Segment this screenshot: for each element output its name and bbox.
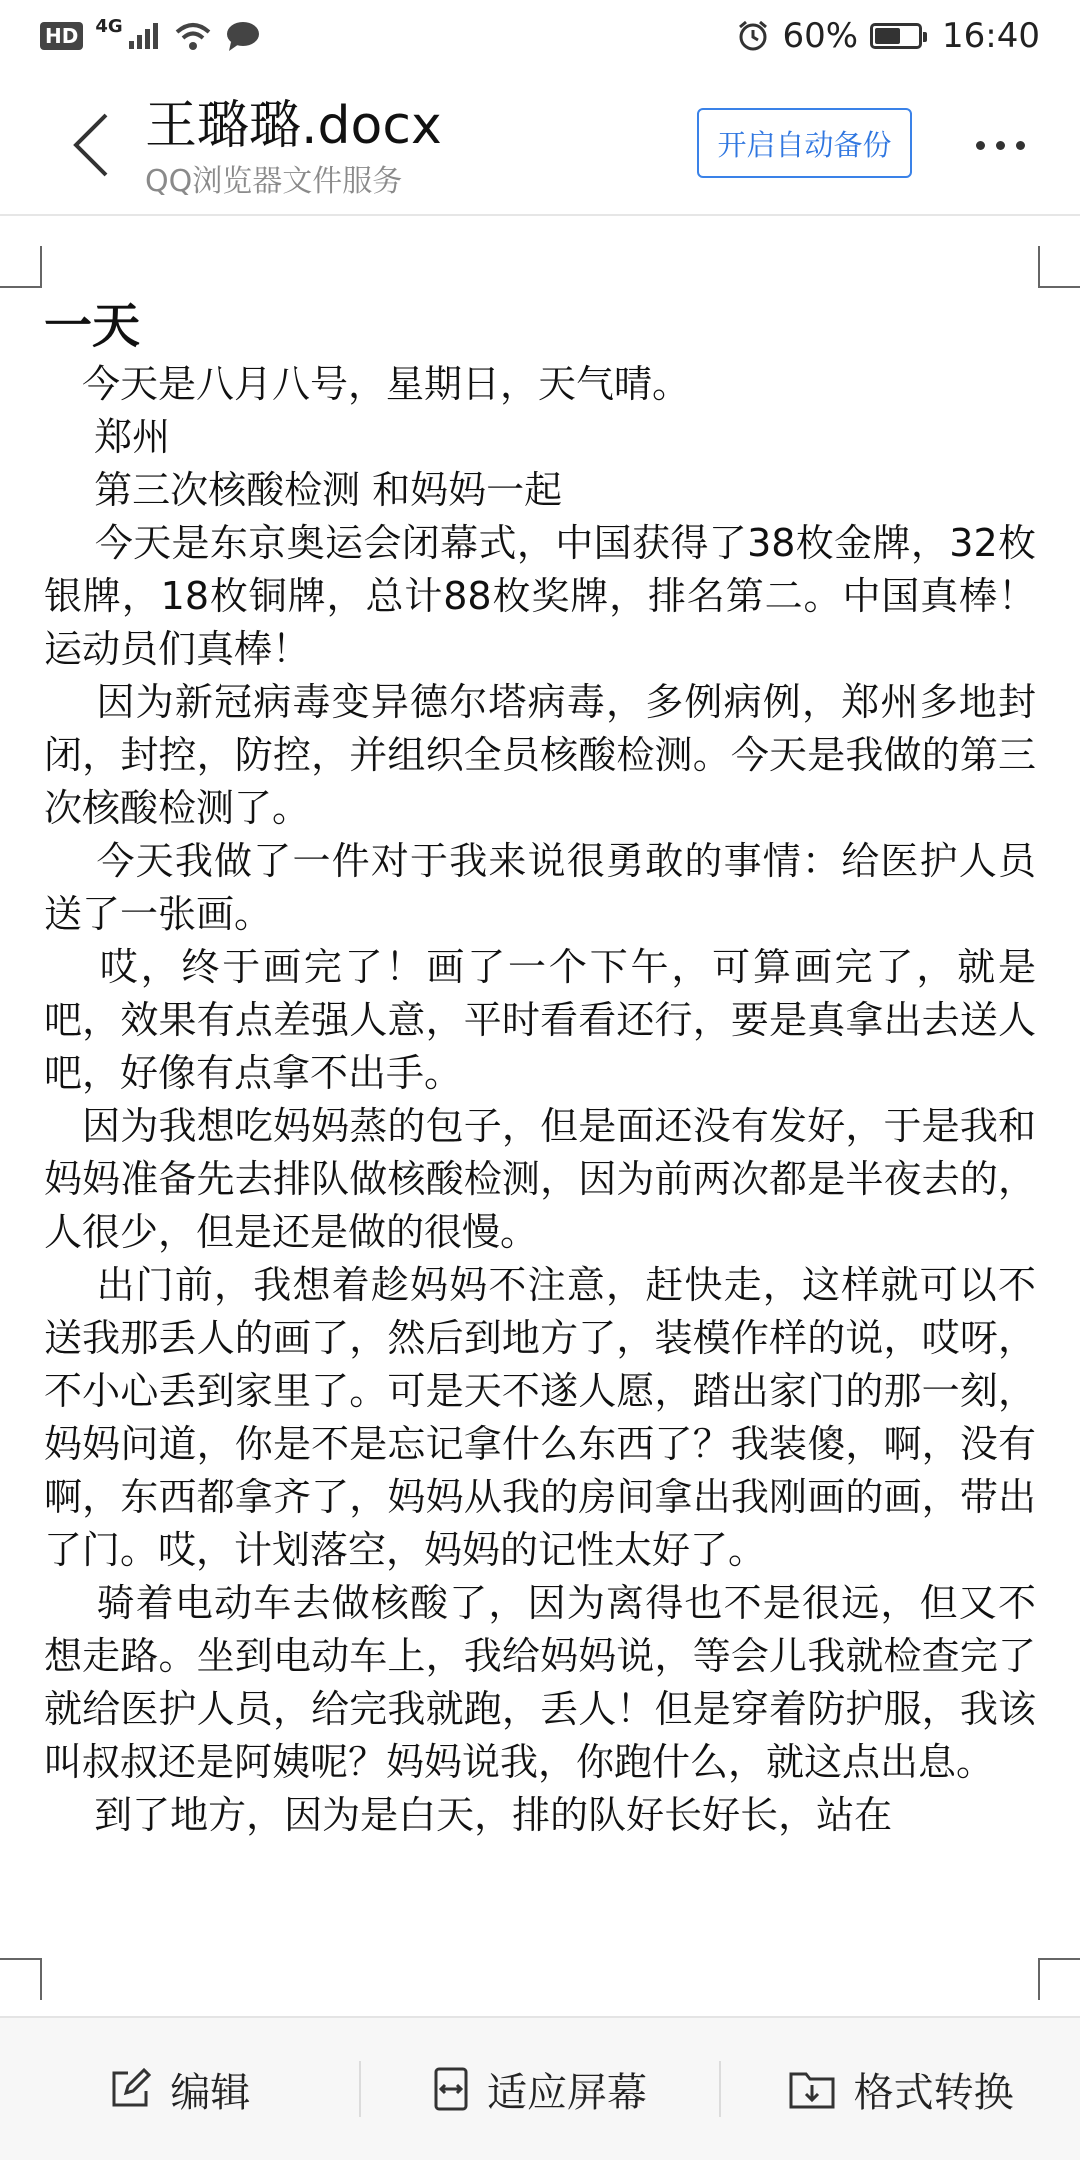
edit-button[interactable] [0, 2054, 359, 2124]
alarm-icon [736, 19, 770, 53]
chat-bubble-icon [225, 20, 261, 52]
back-button[interactable] [60, 110, 120, 180]
page-corner-mark [0, 1958, 42, 2000]
paragraph: 郑州 [44, 415, 171, 459]
paragraph: 哎，终于画完了！画了一个下午，可算画完了，就是吧，效果有点差强人意，平时看看还行，要是真拿出去送人吧，好像有点拿不出手。 [44, 945, 1036, 1095]
folder-download-icon [788, 2068, 836, 2110]
paragraph: 今天我做了一件对于我来说很勇敢的事情：给医护人员送了一张画。 [44, 839, 1036, 936]
auto-backup-button[interactable]: 开启自动备份 [697, 108, 912, 178]
status-right [736, 16, 1040, 56]
app-header [0, 72, 1080, 216]
paragraph: 因为新冠病毒变异德尔塔病毒，多例病例，郑州多地封闭，封控，防控，并组织全员核酸检测。今天是我做的第三次核酸检测了。 [44, 680, 1036, 830]
page-corner-mark [1038, 1958, 1080, 2000]
chevron-left-icon [70, 112, 110, 178]
paragraph: 因为我想吃妈妈蒸的包子，但是面还没有发好，于是我和妈妈准备先去排队做核酸检测，因为前两次都是半夜去的，人很少，但是还是做的很慢。 [44, 1104, 1036, 1254]
paragraph: 第三次核酸检测 和妈妈一起 [44, 468, 563, 512]
signal-icon [127, 21, 161, 51]
battery-icon [870, 23, 922, 49]
more-dot-icon [996, 141, 1005, 150]
clock: 16:40 [942, 16, 1040, 56]
edit-icon [108, 2067, 152, 2111]
paragraph: 骑着电动车去做核酸了，因为离得也不是很远，但又不想走路。坐到电动车上，我给妈妈说，等会儿我就检查完了就给医护人员，给完我就跑，丢人！但是穿着防护服，我该叫叔叔还是阿姨呢？妈妈说我，你跑什么，就这点出息。 [44, 1581, 1036, 1784]
title-block [145, 94, 442, 202]
more-dot-icon [976, 141, 985, 150]
edit-label: 编辑 [170, 2069, 251, 2116]
more-dot-icon [1016, 141, 1025, 150]
fit-screen-button[interactable] [361, 2054, 720, 2124]
document-title: 王璐璐.docx [145, 96, 442, 156]
more-menu-button[interactable] [960, 120, 1040, 170]
format-convert-button[interactable] [721, 2054, 1080, 2124]
paragraph: 今天是东京奥运会闭幕式，中国获得了38枚金牌，32枚银牌，18枚铜牌，总计88枚奖牌，排名第二。中国真棒！运动员们真棒！ [44, 521, 1036, 671]
fit-screen-label: 适应屏幕 [487, 2069, 647, 2116]
network-label: 4G [95, 15, 123, 37]
document-source: QQ浏览器文件服务 [145, 164, 403, 199]
bottom-toolbar [0, 2016, 1080, 2160]
format-convert-label: 格式转换 [853, 2069, 1014, 2116]
battery-level [875, 28, 900, 44]
status-bar [0, 0, 1080, 72]
document-viewer[interactable] [0, 216, 1080, 2016]
status-left [40, 15, 261, 52]
document-body [44, 296, 1036, 1842]
paragraph: 到了地方，因为是白天，排的队好长好长，站在 [44, 1793, 893, 1837]
paragraph: 今天是八月八号，星期日，天气晴。 [44, 362, 691, 406]
battery-percent: 60% [782, 16, 859, 56]
fit-screen-icon [433, 2066, 469, 2112]
page-corner-mark [1038, 246, 1080, 288]
page-corner-mark [0, 246, 42, 288]
wifi-icon [173, 20, 213, 52]
hd-badge: HD [40, 22, 83, 50]
paragraph: 出门前，我想着趁妈妈不注意，赶快走，这样就可以不送我那丢人的画了，然后到地方了，装模作样的说，哎呀，不小心丢到家里了。可是天不遂人愿，踏出家门的那一刻，妈妈问道，你是不是忘记拿什么东西了？我装傻，啊，没有啊，东西都拿齐了，妈妈从我的房间拿出我刚画的画，带出了门。哎，计划落空，妈妈的记性太好了。 [44, 1263, 1036, 1572]
document-heading: 一天 [44, 298, 141, 354]
